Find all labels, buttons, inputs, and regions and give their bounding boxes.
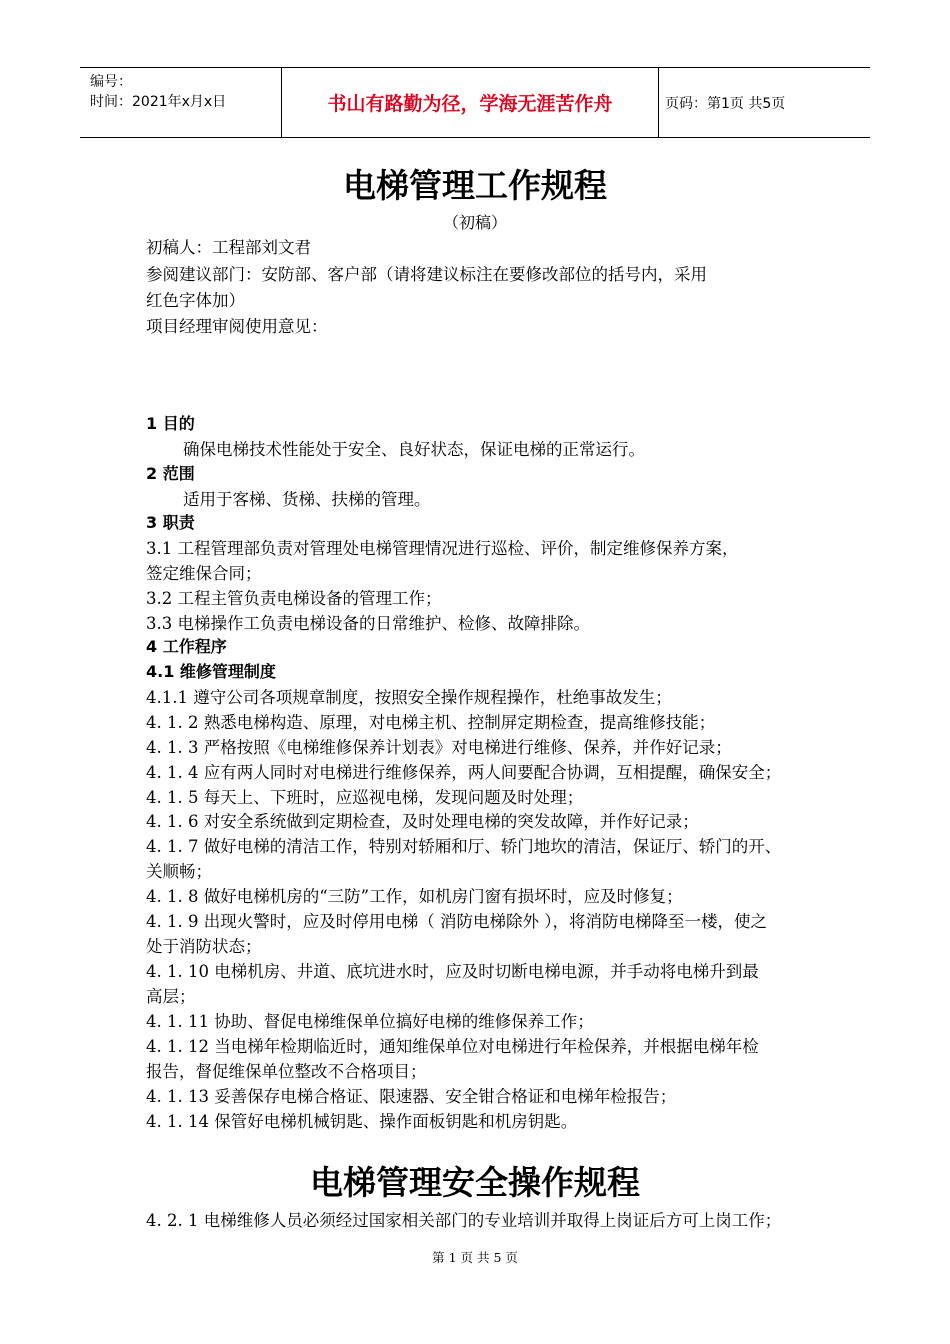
rule-line: 报告，督促维保单位整改不合格项目； [146,1062,427,1081]
doc-title: 电梯管理工作规程 [343,166,607,205]
rule-line: 4.1.1 遵守公司各项规章制度，按照安全操作规程操作，杜绝事故发生； [146,688,672,707]
meta-depts-cont: 红色字体加） [146,291,245,310]
rule-line: 处于消防状态； [146,937,262,956]
section-3-line: 3.3 电梯操作工负责电梯设备的日常维护、检修、故障排除。 [146,614,590,633]
section-3-line: 3.2 工程主管负责电梯设备的管理工作； [146,589,442,608]
rule-line: 4. 1. 11 协助、督促电梯维保单位搞好电梯的维修保养工作； [146,1012,594,1031]
rule-line: 4. 1. 5 每天上、下班时，应巡视电梯，发现问题及时处理； [146,788,584,807]
rule-line: 4. 2. 1 电梯维修人员必须经过国家相关部门的专业培训并取得上岗证后方可上岗工作； [146,1211,782,1230]
page-info: 页码：第1页 共5页 [665,95,786,112]
rule-line: 4. 1. 12 当电梯年检期临近时，通知维保单位对电梯进行年检保养，并根据电梯年检 [146,1037,759,1056]
rule-line: 关顺畅； [146,862,212,881]
section-2-heading: 2 范围 [146,464,195,483]
draft-label: （初稿） [442,213,507,232]
motto: 书山有路勤为径，学海无涯苦作舟 [282,68,659,137]
page-footer: 第 1 页 共 5 页 [432,1250,518,1265]
section-4-heading: 4 工作程序 [146,637,227,656]
header-left-cell [80,68,282,137]
rule-line: 4. 1. 4 应有两人同时对电梯进行维修保养，两人间要配合协调，互相提醒，确保安全； [146,763,782,782]
meta-author: 初稿人：工程部刘文君 [146,238,311,257]
header-table [80,67,870,138]
date-label: 时间：2021年x月x日 [90,94,227,110]
section-3-heading: 3 职责 [146,513,195,532]
rule-line: 4. 1. 2 熟悉电梯构造、原理，对电梯主机、控制屏定期检查，提高维修技能； [146,713,716,732]
section-3-line: 3.1 工程管理部负责对管理处电梯管理情况进行巡检、评价，制定维修保养方案， [146,539,739,558]
section-3-line: 签定维保合同； [146,564,262,583]
section-1-text: 确保电梯技术性能处于安全、良好状态，保证电梯的正常运行。 [183,440,645,459]
meta-depts: 参阅建议部门：安防部、客户部（请将建议标注在要修改部位的括号内，采用 [146,265,707,284]
rule-line: 4. 1. 13 妥善保存电梯合格证、限速器、安全钳合格证和电梯年检报告； [146,1087,677,1106]
section-1-heading: 1 目的 [146,414,195,433]
rule-line: 4. 1. 3 严格按照《电梯维修保养计划表》对电梯进行维修、保养，并作好记录； [146,738,732,757]
meta-review: 项目经理审阅使用意见： [146,317,328,336]
rule-line: 4. 1. 6 对安全系统做到定期检查，及时处理电梯的突发故障，并作好记录； [146,812,699,831]
section-2-text: 适用于客梯、货梯、扶梯的管理。 [183,490,431,509]
rule-line: 4. 1. 9 出现火警时，应及时停用电梯（ 消防电梯除外 ），将消防电梯降至一楼，使之 [146,912,767,931]
rule-line: 4. 1. 7 做好电梯的清洁工作，特别对轿厢和厅、轿门地坎的清洁，保证厅、轿门的开、 [146,837,782,856]
rule-line: 4. 1. 10 电梯机房、井道、底坑进水时，应及时切断电梯电源，并手动将电梯升到最 [146,962,759,981]
rule-line: 4. 1. 14 保管好电梯机械钥匙、操作面板钥匙和机房钥匙。 [146,1112,578,1131]
number-label: 编号： [90,74,132,90]
rule-line: 高层； [146,987,196,1006]
rule-line: 4. 1. 8 做好电梯机房的“三防”工作，如机房门窗有损坏时，应及时修复； [146,887,683,906]
section-title-safety: 电梯管理安全操作规程 [310,1163,640,1202]
section-4-1-heading: 4.1 维修管理制度 [146,662,276,681]
